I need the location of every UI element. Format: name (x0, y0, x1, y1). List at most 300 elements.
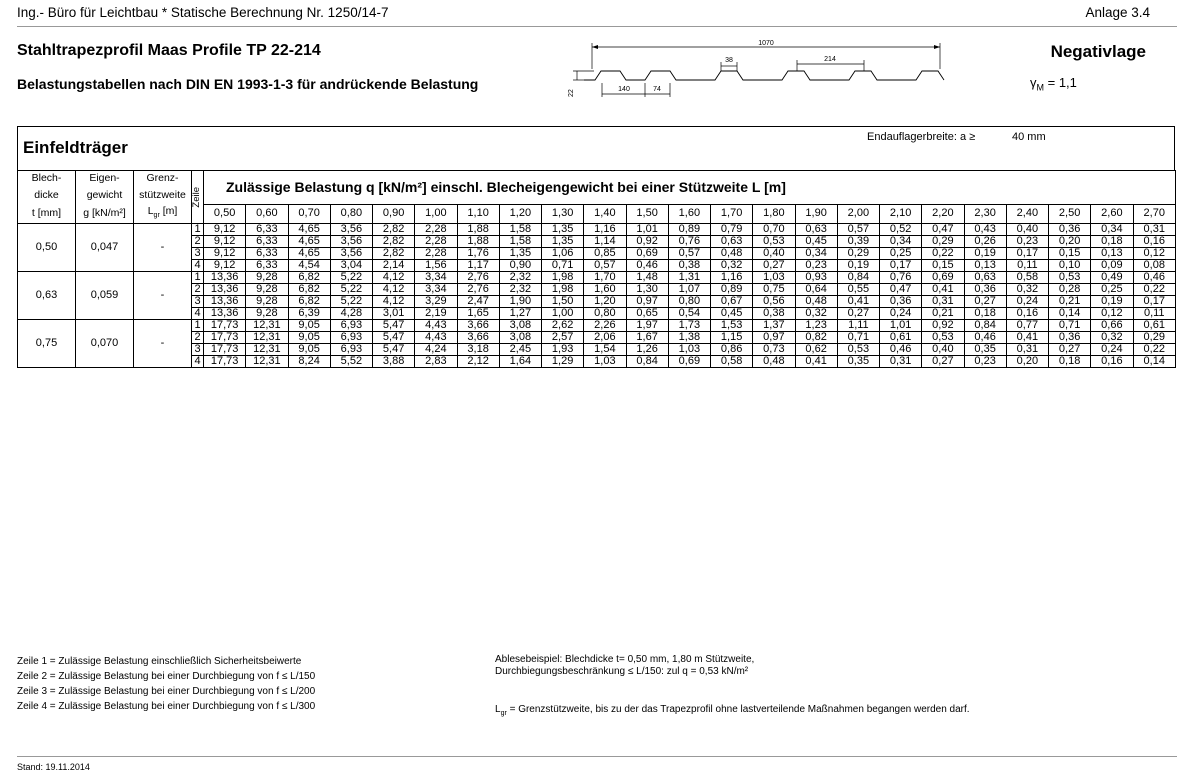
load-value-cell: 9,05 (288, 320, 330, 332)
footer-divider (17, 756, 1177, 757)
load-value-cell: 0,31 (880, 356, 922, 368)
load-value-cell: 6,33 (246, 260, 288, 272)
safety-factor (1030, 75, 1077, 93)
load-value-cell: 12,31 (246, 344, 288, 356)
load-value-cell: 1,48 (626, 272, 668, 284)
load-value-cell: 4,65 (288, 236, 330, 248)
span-header: 0,90 (373, 204, 415, 224)
load-value-cell: 3,56 (330, 224, 372, 236)
section-title: Einfeldträger (23, 138, 128, 157)
appendix-label: Anlage 3.4 (1085, 5, 1150, 20)
load-value-cell: 0,84 (837, 272, 879, 284)
load-value-cell: 0,27 (837, 308, 879, 320)
span-header: 0,60 (246, 204, 288, 224)
span-header: 0,70 (288, 204, 330, 224)
load-value-cell: 1,01 (626, 224, 668, 236)
load-value-cell: 0,36 (1049, 224, 1091, 236)
load-value-cell: 0,32 (795, 308, 837, 320)
load-value-cell: 2,57 (542, 332, 584, 344)
header-divider (17, 26, 1177, 27)
load-value-cell: 0,53 (837, 344, 879, 356)
load-value-cell: 1,35 (499, 248, 541, 260)
load-value-cell: 0,84 (626, 356, 668, 368)
load-header: Zulässige Belastung q [kN/m²] einschl. Blecheigengewicht bei einer Stützweite L [m] (204, 171, 1176, 205)
load-value-cell: 0,22 (1133, 344, 1176, 356)
load-value-cell: 0,32 (1006, 284, 1048, 296)
load-value-cell: 2,28 (415, 224, 457, 236)
load-value-cell: 0,16 (1006, 308, 1048, 320)
gamma-value: = 1,1 (1044, 75, 1077, 90)
load-value-cell: 0,11 (1133, 308, 1176, 320)
load-value-cell: 9,28 (246, 284, 288, 296)
row-index-cell: 2 (192, 236, 204, 248)
span-header: 2,70 (1133, 204, 1176, 224)
load-value-cell: 0,29 (922, 236, 964, 248)
load-value-cell: 0,82 (795, 332, 837, 344)
load-value-cell: 0,29 (837, 248, 879, 260)
row-index-cell: 1 (192, 272, 204, 284)
load-value-cell: 0,58 (711, 356, 753, 368)
load-value-cell: 0,27 (922, 356, 964, 368)
load-value-cell: 0,41 (795, 356, 837, 368)
profile-cross-section-drawing (560, 35, 960, 115)
load-value-cell: 0,70 (753, 224, 795, 236)
page-title: Stahltrapezprofil Maas Profile TP 22-214 (17, 42, 321, 59)
load-value-cell: 1,38 (668, 332, 710, 344)
limit-span-cell: - (134, 320, 192, 368)
load-value-cell: 0,62 (795, 344, 837, 356)
row-index-cell: 2 (192, 332, 204, 344)
thickness-cell: 0,75 (18, 320, 76, 368)
gamma-subscript: M (1036, 82, 1044, 93)
load-value-cell: 9,12 (204, 248, 246, 260)
load-value-cell: 3,18 (457, 344, 499, 356)
load-value-cell: 6,82 (288, 284, 330, 296)
load-value-cell: 1,73 (668, 320, 710, 332)
limit-span-unit (134, 204, 192, 224)
load-value-cell: 3,01 (373, 308, 415, 320)
load-value-cell: 1,06 (542, 248, 584, 260)
load-value-cell: 0,16 (1091, 356, 1133, 368)
load-value-cell: 4,65 (288, 248, 330, 260)
load-value-cell: 0,61 (880, 332, 922, 344)
load-value-cell: 0,13 (1091, 248, 1133, 260)
load-value-cell: 1,98 (542, 284, 584, 296)
load-value-cell: 0,25 (880, 248, 922, 260)
load-value-cell: 0,79 (711, 224, 753, 236)
load-value-cell: 1,90 (499, 296, 541, 308)
load-value-cell: 1,03 (584, 356, 626, 368)
load-value-cell: 0,76 (880, 272, 922, 284)
load-value-cell: 0,48 (795, 296, 837, 308)
load-value-cell: 4,43 (415, 332, 457, 344)
thickness-unit: t [mm] (18, 204, 76, 224)
load-value-cell: 0,38 (668, 260, 710, 272)
load-value-cell: 5,22 (330, 284, 372, 296)
load-value-cell: 1,50 (542, 296, 584, 308)
load-value-cell: 1,65 (457, 308, 499, 320)
load-value-cell: 4,24 (415, 344, 457, 356)
span-header: 1,60 (668, 204, 710, 224)
load-value-cell: 0,53 (753, 236, 795, 248)
load-value-cell: 0,29 (1133, 332, 1176, 344)
span-header: 1,90 (795, 204, 837, 224)
load-value-cell: 6,33 (246, 248, 288, 260)
row-index-cell: 3 (192, 296, 204, 308)
load-value-cell: 1,30 (626, 284, 668, 296)
load-value-cell: 0,19 (1091, 296, 1133, 308)
thickness-header: dicke (18, 186, 76, 204)
load-value-cell: 0,80 (668, 296, 710, 308)
row-index-header-text: Zeile (191, 186, 202, 208)
load-value-cell: 0,23 (964, 356, 1006, 368)
lgr-symbol: L (495, 704, 501, 715)
table-row (18, 332, 1176, 344)
load-value-cell: 2,28 (415, 236, 457, 248)
load-value-cell: 0,31 (1133, 224, 1176, 236)
load-value-cell: 2,82 (373, 248, 415, 260)
load-value-cell: 0,86 (711, 344, 753, 356)
load-value-cell: 1,37 (753, 320, 795, 332)
load-value-cell: 0,20 (1049, 236, 1091, 248)
load-value-cell: 1,00 (542, 308, 584, 320)
table-row (18, 344, 1176, 356)
row-index-cell: 4 (192, 308, 204, 320)
load-value-cell: 0,40 (753, 248, 795, 260)
load-value-cell: 1,11 (837, 320, 879, 332)
row-index-cell: 1 (192, 224, 204, 236)
load-value-cell: 0,36 (964, 284, 1006, 296)
table-row (18, 224, 1176, 236)
row-index-cell: 3 (192, 248, 204, 260)
load-value-cell: 1,03 (668, 344, 710, 356)
load-value-cell: 2,26 (584, 320, 626, 332)
load-value-cell: 1,98 (542, 272, 584, 284)
span-header: 2,40 (1006, 204, 1048, 224)
span-header: 0,80 (330, 204, 372, 224)
load-value-cell: 13,36 (204, 272, 246, 284)
load-value-cell: 0,40 (922, 344, 964, 356)
load-value-cell: 0,75 (753, 284, 795, 296)
load-value-cell: 0,71 (542, 260, 584, 272)
load-value-cell: 6,82 (288, 296, 330, 308)
load-value-cell: 6,82 (288, 272, 330, 284)
load-value-cell: 0,53 (1049, 272, 1091, 284)
load-value-cell: 3,88 (373, 356, 415, 368)
span-header: 1,20 (499, 204, 541, 224)
load-value-cell: 0,21 (1049, 296, 1091, 308)
load-value-cell: 0,26 (964, 236, 1006, 248)
load-value-cell: 0,14 (1133, 356, 1176, 368)
load-value-cell: 0,23 (795, 260, 837, 272)
load-value-cell: 17,73 (204, 320, 246, 332)
table-row (18, 284, 1176, 296)
load-value-cell: 0,93 (795, 272, 837, 284)
load-value-cell: 6,93 (330, 332, 372, 344)
load-value-cell: 0,63 (711, 236, 753, 248)
load-value-cell: 0,76 (668, 236, 710, 248)
load-value-cell: 0,19 (964, 248, 1006, 260)
load-value-cell: 0,97 (753, 332, 795, 344)
load-value-cell: 0,31 (922, 296, 964, 308)
load-value-cell: 0,77 (1006, 320, 1048, 332)
span-header: 0,50 (204, 204, 246, 224)
load-value-cell: 9,05 (288, 332, 330, 344)
load-value-cell: 0,18 (1091, 236, 1133, 248)
load-value-cell: 0,34 (795, 248, 837, 260)
load-value-cell: 1,58 (499, 236, 541, 248)
load-value-cell: 3,66 (457, 332, 499, 344)
load-value-cell: 13,36 (204, 296, 246, 308)
load-value-cell: 9,12 (204, 236, 246, 248)
load-value-cell: 0,17 (880, 260, 922, 272)
dim-bottom-flange: 140 (618, 86, 630, 93)
load-value-cell: 0,46 (1133, 272, 1176, 284)
load-value-cell: 8,24 (288, 356, 330, 368)
load-value-cell: 5,47 (373, 320, 415, 332)
load-value-cell: 9,12 (204, 224, 246, 236)
span-header: 1,70 (711, 204, 753, 224)
load-value-cell: 0,57 (668, 248, 710, 260)
load-value-cell: 0,20 (1006, 356, 1048, 368)
load-value-cell: 0,41 (922, 284, 964, 296)
table-row (18, 356, 1176, 368)
load-value-cell: 1,20 (584, 296, 626, 308)
load-value-cell: 0,36 (1049, 332, 1091, 344)
load-value-cell: 0,09 (1091, 260, 1133, 272)
load-value-cell: 0,15 (922, 260, 964, 272)
load-value-cell: 4,12 (373, 296, 415, 308)
load-value-cell: 6,39 (288, 308, 330, 320)
load-value-cell: 1,88 (457, 236, 499, 248)
load-value-cell: 2,83 (415, 356, 457, 368)
load-value-cell: 0,57 (837, 224, 879, 236)
limit-span-cell: - (134, 224, 192, 272)
load-value-cell: 1,35 (542, 236, 584, 248)
bearing-width-value: 40 mm (1012, 131, 1046, 143)
span-header: 2,60 (1091, 204, 1133, 224)
table-row (18, 320, 1176, 332)
load-value-cell: 0,08 (1133, 260, 1176, 272)
load-value-cell: 1,93 (542, 344, 584, 356)
load-value-cell: 6,33 (246, 236, 288, 248)
load-value-cell: 4,43 (415, 320, 457, 332)
load-value-cell: 3,08 (499, 332, 541, 344)
load-value-cell: 0,25 (1091, 284, 1133, 296)
load-value-cell: 0,97 (626, 296, 668, 308)
load-value-cell: 0,46 (626, 260, 668, 272)
load-value-cell: 0,35 (964, 344, 1006, 356)
load-value-cell: 0,85 (584, 248, 626, 260)
load-value-cell: 0,27 (964, 296, 1006, 308)
load-value-cell: 1,54 (584, 344, 626, 356)
table-row (18, 308, 1176, 320)
load-value-cell: 6,93 (330, 344, 372, 356)
load-value-cell: 5,52 (330, 356, 372, 368)
load-value-cell: 0,49 (1091, 272, 1133, 284)
load-value-cell: 0,40 (1006, 224, 1048, 236)
weight-cell: 0,047 (76, 224, 134, 272)
load-value-cell: 2,32 (499, 272, 541, 284)
load-table (17, 170, 1176, 368)
row-index-cell: 4 (192, 260, 204, 272)
load-value-cell: 1,16 (584, 224, 626, 236)
load-value-cell: 3,56 (330, 248, 372, 260)
lgr-text: = Grenzstützweite, bis zu der das Trapezprofil ohne lastverteilende Maßnahmen begangen werden darf. (506, 704, 970, 715)
span-header: 2,00 (837, 204, 879, 224)
weight-unit: g [kN/m²] (76, 204, 134, 224)
load-value-cell: 17,73 (204, 344, 246, 356)
load-value-cell: 0,67 (711, 296, 753, 308)
span-header: 2,30 (964, 204, 1006, 224)
load-value-cell: 0,31 (1006, 344, 1048, 356)
load-value-cell: 3,29 (415, 296, 457, 308)
document-reference: Ing.- Büro für Leichtbau * Statische Berechnung Nr. 1250/14-7 (17, 5, 389, 20)
load-value-cell: 1,16 (711, 272, 753, 284)
load-value-cell: 0,66 (1091, 320, 1133, 332)
load-value-cell: 1,60 (584, 284, 626, 296)
load-value-cell: 0,47 (922, 224, 964, 236)
limit-span-header: Grenz- (134, 171, 192, 187)
load-value-cell: 0,24 (880, 308, 922, 320)
load-value-cell: 1,15 (711, 332, 753, 344)
load-value-cell: 1,01 (880, 320, 922, 332)
load-value-cell: 2,47 (457, 296, 499, 308)
table-row (18, 272, 1176, 284)
reading-example (495, 654, 754, 678)
load-value-cell: 2,62 (542, 320, 584, 332)
lgr-subscript: gr (153, 212, 160, 220)
load-value-cell: 9,05 (288, 344, 330, 356)
thickness-cell: 0,63 (18, 272, 76, 320)
load-value-cell: 0,63 (795, 224, 837, 236)
load-value-cell: 0,17 (1133, 296, 1176, 308)
load-value-cell: 0,41 (837, 296, 879, 308)
load-value-cell: 2,45 (499, 344, 541, 356)
load-value-cell: 5,47 (373, 344, 415, 356)
load-value-cell: 0,48 (753, 356, 795, 368)
table-frame (17, 126, 1175, 170)
load-value-cell: 0,54 (668, 308, 710, 320)
load-value-cell: 9,28 (246, 308, 288, 320)
load-value-cell: 3,04 (330, 260, 372, 272)
load-value-cell: 0,69 (922, 272, 964, 284)
load-value-cell: 4,65 (288, 224, 330, 236)
load-value-cell: 0,22 (922, 248, 964, 260)
load-value-cell: 3,34 (415, 272, 457, 284)
load-value-cell: 0,34 (1091, 224, 1133, 236)
load-value-cell: 1,53 (711, 320, 753, 332)
weight-cell: 0,059 (76, 272, 134, 320)
load-value-cell: 2,12 (457, 356, 499, 368)
thickness-cell: 0,50 (18, 224, 76, 272)
load-value-cell: 0,63 (964, 272, 1006, 284)
gamma-symbol: γ (1030, 75, 1037, 90)
load-value-cell: 1,67 (626, 332, 668, 344)
row-legend (17, 654, 315, 714)
load-value-cell: 0,28 (1049, 284, 1091, 296)
example-line: Durchbiegungsbeschränkung ≤ L/150: zul q = 0,53 kN/m² (495, 666, 749, 677)
load-value-cell: 2,32 (499, 284, 541, 296)
load-value-cell: 6,33 (246, 224, 288, 236)
load-value-cell: 0,38 (753, 308, 795, 320)
load-value-cell: 0,61 (1133, 320, 1176, 332)
load-value-cell: 9,12 (204, 260, 246, 272)
load-value-cell: 1,31 (668, 272, 710, 284)
row-index-cell: 1 (192, 320, 204, 332)
dim-top-flange: 38 (725, 57, 733, 64)
load-value-cell: 0,71 (837, 332, 879, 344)
load-value-cell: 1,27 (499, 308, 541, 320)
load-value-cell: 1,58 (499, 224, 541, 236)
load-value-cell: 5,22 (330, 296, 372, 308)
load-value-cell: 4,28 (330, 308, 372, 320)
load-value-cell: 0,41 (1006, 332, 1048, 344)
span-header: 1,00 (415, 204, 457, 224)
load-value-cell: 3,08 (499, 320, 541, 332)
load-value-cell: 0,45 (795, 236, 837, 248)
load-value-cell: 0,65 (626, 308, 668, 320)
load-value-cell: 0,69 (668, 356, 710, 368)
load-value-cell: 4,12 (373, 272, 415, 284)
load-value-cell: 6,93 (330, 320, 372, 332)
load-value-cell: 13,36 (204, 284, 246, 296)
load-value-cell: 3,56 (330, 236, 372, 248)
load-value-cell: 0,90 (499, 260, 541, 272)
load-value-cell: 4,12 (373, 284, 415, 296)
load-value-cell: 0,53 (922, 332, 964, 344)
load-value-cell: 9,28 (246, 272, 288, 284)
load-value-cell: 0,69 (626, 248, 668, 260)
load-value-cell: 0,12 (1133, 248, 1176, 260)
load-value-cell: 1,07 (668, 284, 710, 296)
load-value-cell: 0,12 (1091, 308, 1133, 320)
load-value-cell: 0,55 (837, 284, 879, 296)
load-value-cell: 3,34 (415, 284, 457, 296)
load-value-cell: 0,92 (626, 236, 668, 248)
load-value-cell: 0,89 (711, 284, 753, 296)
legend-line: Zeile 2 = Zulässige Belastung bei einer Durchbiegung von f ≤ L/150 (17, 671, 316, 682)
load-value-cell: 0,24 (1006, 296, 1048, 308)
load-value-cell: 0,89 (668, 224, 710, 236)
load-value-cell: 0,80 (584, 308, 626, 320)
bearing-width-label: Endauflagerbreite: a ≥ (867, 131, 976, 143)
page-subtitle: Belastungstabellen nach DIN EN 1993-1-3 für andrückende Belastung (17, 76, 479, 92)
legend-line: Zeile 3 = Zulässige Belastung bei einer Durchbiegung von f ≤ L/200 (17, 686, 316, 697)
load-value-cell: 1,35 (542, 224, 584, 236)
load-value-cell: 2,06 (584, 332, 626, 344)
span-header: 2,10 (880, 204, 922, 224)
dim-total-width: 1070 (758, 40, 774, 47)
load-value-cell: 0,52 (880, 224, 922, 236)
row-index-cell: 2 (192, 284, 204, 296)
date-stamp: Stand: 19.11.2014 (17, 762, 90, 772)
load-value-cell: 0,13 (964, 260, 1006, 272)
load-value-cell: 1,64 (499, 356, 541, 368)
lgr-unit: [m] (159, 205, 178, 217)
load-value-cell: 0,17 (1006, 248, 1048, 260)
position-label: Negativlage (1050, 42, 1146, 61)
load-value-cell: 0,36 (880, 296, 922, 308)
load-value-cell: 1,03 (753, 272, 795, 284)
load-value-cell: 1,97 (626, 320, 668, 332)
load-value-cell: 1,70 (584, 272, 626, 284)
load-value-cell: 3,66 (457, 320, 499, 332)
load-value-cell: 0,11 (1006, 260, 1048, 272)
span-header: 1,10 (457, 204, 499, 224)
example-line: Ablesebeispiel: Blechdicke t= 0,50 mm, 1,80 m Stützweite, (495, 654, 755, 665)
load-value-cell: 1,76 (457, 248, 499, 260)
